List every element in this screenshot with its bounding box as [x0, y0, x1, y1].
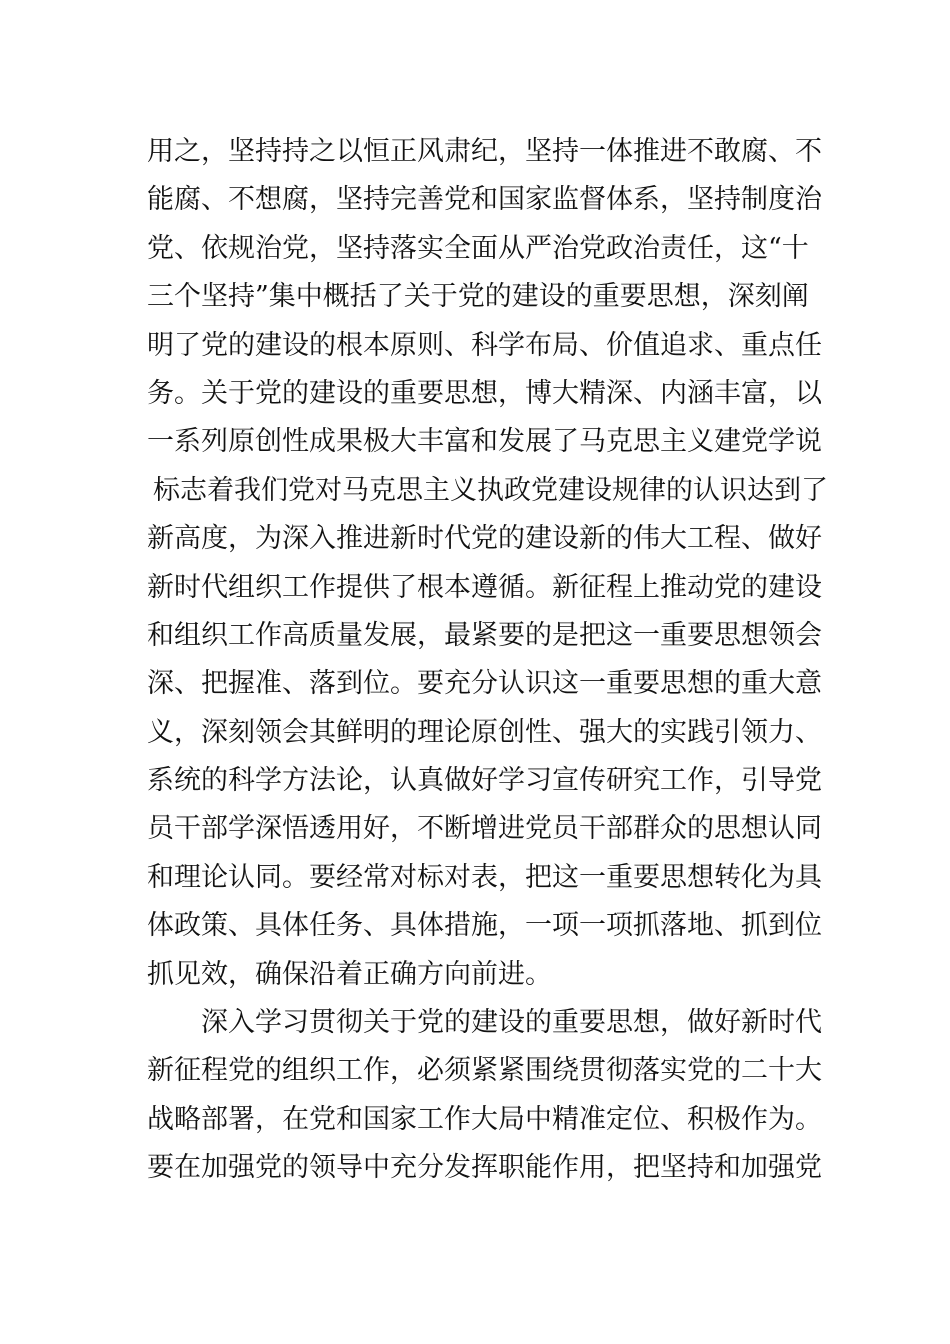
text-line: 新高度，为深入推进新时代党的建设新的伟大工程、做好 — [147, 523, 822, 555]
paragraph-end-line: 抓见效，确保沿着正确方向前进。 — [147, 958, 552, 990]
text-line: 标志着我们党对马克思主义执政党建设规律的认识达到了 — [153, 474, 828, 506]
text-line: 义，深刻领会其鲜明的理论原创性、强大的实践引领力、 — [147, 716, 822, 748]
text-line: 用之，坚持持之以恒正风肃纪，坚持一体推进不敢腐、不 — [147, 136, 822, 167]
text-line: 三个坚持”集中概括了关于党的建设的重要思想，深刻阐 — [147, 281, 809, 313]
text-line: 新时代组织工作提供了根本遵循。新征程上推动党的建设 — [147, 571, 822, 603]
text-line: 务。关于党的建设的重要思想，博大精深、内涵丰富，以 — [147, 377, 822, 409]
text-line: 明了党的建设的根本原则、科学布局、价值追求、重点任 — [147, 329, 822, 361]
text-line: 和组织工作高质量发展，最紧要的是把这一重要思想领会 — [147, 619, 822, 651]
text-line: 系统的科学方法论，认真做好学习宣传研究工作，引导党 — [147, 765, 822, 797]
text-line: 战略部署，在党和国家工作大局中精准定位、积极作为。 — [147, 1103, 822, 1135]
text-line: 新征程党的组织工作，必须紧紧围绕贯彻落实党的二十大 — [147, 1055, 822, 1087]
body-text — [147, 128, 828, 1193]
text-line: 要在加强党的领导中充分发挥职能作用，把坚持和加强党 — [147, 1152, 822, 1184]
text-line: 员干部学深悟透用好，不断增进党员干部群众的思想认同 — [147, 813, 822, 845]
text-line: 和理论认同。要经常对标对表，把这一重要思想转化为具 — [147, 861, 822, 893]
text-line: 一系列原创性成果极大丰富和发展了马克思主义建党学说 — [147, 426, 822, 458]
text-line: 深、把握准、落到位。要充分认识这一重要思想的重大意 — [147, 668, 822, 700]
paragraph-start-line: 深入学习贯彻关于党的建设的重要思想，做好新时代 — [201, 1007, 822, 1039]
text-line: 党、依规治党，坚持落实全面从严治党政治责任，这“十 — [147, 232, 809, 264]
text-line: 体政策、具体任务、具体措施，一项一项抓落地、抓到位 — [147, 910, 822, 942]
text-line: 能腐、不想腐，坚持完善党和国家监督体系，坚持制度治 — [147, 184, 822, 216]
